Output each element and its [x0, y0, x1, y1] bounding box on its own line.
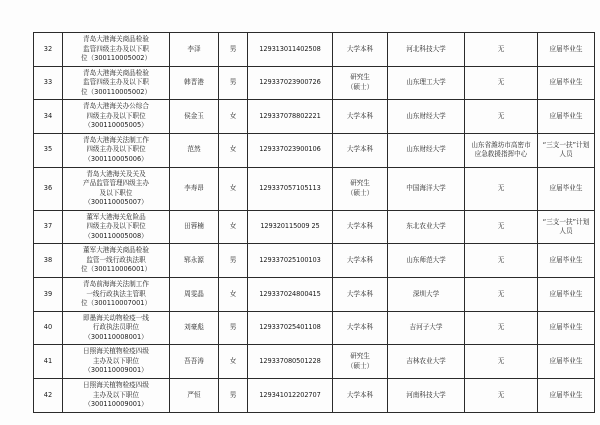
cell-work-unit: 无	[465, 33, 538, 67]
cell-education-line: 研究生	[350, 73, 370, 82]
cell-id-number: 129337024800415	[248, 278, 333, 312]
cell-person-type-line: “三支一扶”计划	[542, 217, 590, 226]
cell-serial-number: 37	[34, 210, 63, 244]
cell-applied-post-line: 四级主办及以下职位	[86, 222, 146, 231]
cell-work-unit-line: 应急救援指挥中心	[474, 150, 528, 159]
cell-school: 河北科技大学	[388, 33, 465, 67]
cell-education: 大学本科	[333, 378, 388, 412]
cell-person-type-line: “三支一扶”计划	[542, 140, 590, 149]
cell-work-unit: 无	[465, 345, 538, 379]
cell-applied-post-line: 产品监管管理四级主办	[83, 179, 149, 188]
cell-applied-post-line: 四级主办及以下职位	[86, 145, 146, 154]
cell-applied-post	[63, 100, 170, 134]
cell-applied-post-line: 青岛大港海关商品检验	[83, 68, 149, 77]
cell-applied-post-line: 日照海关植物检疫四级	[83, 347, 149, 356]
cell-work-unit	[465, 133, 538, 167]
cell-applied-post-line: （300110009001）	[84, 400, 148, 409]
cell-serial-number: 42	[34, 378, 63, 412]
table-row	[34, 100, 595, 134]
table-row	[34, 66, 595, 100]
cell-applied-post-line: 监管四级主办及以下职	[83, 44, 149, 53]
roster-table	[33, 32, 595, 413]
cell-applied-post-line: 青岛前海海关法制工作	[83, 280, 149, 289]
cell-gender: 男	[219, 33, 248, 67]
cell-work-unit: 无	[465, 278, 538, 312]
cell-serial-number: 41	[34, 345, 63, 379]
cell-gender: 女	[219, 100, 248, 134]
cell-person-type-line: 人员	[559, 150, 573, 159]
cell-applicant-name: 严恒	[170, 378, 219, 412]
cell-person-type: 应届毕业生	[538, 311, 595, 345]
cell-work-unit: 无	[465, 66, 538, 100]
cell-person-type: 应届毕业生	[538, 167, 595, 210]
cell-education	[333, 66, 388, 100]
cell-work-unit: 无	[465, 100, 538, 134]
cell-work-unit: 无	[465, 167, 538, 210]
cell-serial-number: 32	[34, 33, 63, 67]
cell-id-number: 129337025100103	[248, 244, 333, 278]
cell-work-unit: 无	[465, 210, 538, 244]
cell-serial-number: 33	[34, 66, 63, 100]
cell-serial-number: 36	[34, 167, 63, 210]
cell-gender: 女	[219, 133, 248, 167]
cell-person-type: 应届毕业生	[538, 244, 595, 278]
cell-work-unit: 无	[465, 311, 538, 345]
cell-applicant-name: 周雯晶	[170, 278, 219, 312]
cell-applied-post	[63, 345, 170, 379]
table-row	[34, 345, 595, 379]
cell-applicant-name: 李泽	[170, 33, 219, 67]
cell-id-number: 129337078802221	[248, 100, 333, 134]
cell-applied-post-line: 一线行政执法主管职	[86, 289, 146, 298]
cell-id-number: 129341012202707	[248, 378, 333, 412]
cell-applicant-name: 范然	[170, 133, 219, 167]
cell-education: 大学本科	[333, 133, 388, 167]
cell-applied-post-line: 董军大港海关危险品	[86, 212, 146, 221]
cell-person-type: 应届毕业生	[538, 278, 595, 312]
cell-gender: 男	[219, 311, 248, 345]
table-row	[34, 133, 595, 167]
cell-applied-post	[63, 210, 170, 244]
roster-table-body	[34, 33, 595, 413]
cell-applied-post	[63, 378, 170, 412]
cell-applied-post-line: 青岛大港海关商品检验	[83, 35, 149, 43]
cell-education	[333, 167, 388, 210]
cell-serial-number: 38	[34, 244, 63, 278]
cell-school: 山东理工大学	[388, 66, 465, 100]
cell-education: 大学本科	[333, 100, 388, 134]
cell-id-number: 129337057105113	[248, 167, 333, 210]
cell-education: 大学本科	[333, 210, 388, 244]
cell-person-type: 应届毕业生	[538, 378, 595, 412]
cell-gender: 女	[219, 167, 248, 210]
cell-applicant-name: 吾吾涛	[170, 345, 219, 379]
cell-school: 山东师范大学	[388, 244, 465, 278]
cell-applied-post-line: 青岛大港海关及关及	[86, 169, 146, 178]
cell-applied-post-line: 行政执法员职位	[92, 323, 140, 332]
cell-education: 大学本科	[333, 244, 388, 278]
table-row	[34, 210, 595, 244]
cell-id-number: 129313011402508	[248, 33, 333, 67]
cell-school: 吉河子大学	[388, 311, 465, 345]
table-row	[34, 33, 595, 67]
cell-person-type: 应届毕业生	[538, 33, 595, 67]
cell-person-type: 应届毕业生	[538, 66, 595, 100]
cell-applied-post-line: 青岛大港海关办公综合	[83, 102, 149, 111]
cell-education: 大学本科	[333, 311, 388, 345]
cell-id-number: 129337023900106	[248, 133, 333, 167]
cell-gender: 女	[219, 278, 248, 312]
cell-school: 深圳大学	[388, 278, 465, 312]
cell-work-unit: 无	[465, 378, 538, 412]
cell-school: 山东财经大学	[388, 133, 465, 167]
cell-applied-post-line: 青岛大港海关法制工作	[83, 135, 149, 144]
cell-applied-post-line: 位（300110005002）	[80, 54, 152, 63]
cell-person-type: 应届毕业生	[538, 100, 595, 134]
cell-applied-post-line: 位（300110005002）	[80, 87, 152, 96]
cell-person-type	[538, 210, 595, 244]
cell-applied-post-line: 监管一线行政执法职	[86, 255, 146, 264]
cell-applicant-name: 韩晋港	[170, 66, 219, 100]
cell-applied-post-line: 主办及以下职位	[92, 390, 140, 399]
cell-serial-number: 40	[34, 311, 63, 345]
cell-id-number: 129337080501228	[248, 345, 333, 379]
cell-person-type-line: 人员	[559, 227, 573, 236]
table-row	[34, 278, 595, 312]
table-row	[34, 311, 595, 345]
cell-person-type: 应届毕业生	[538, 345, 595, 379]
cell-education-line: （硕士）	[346, 188, 374, 197]
cell-gender: 男	[219, 378, 248, 412]
cell-work-unit: 无	[465, 244, 538, 278]
cell-education-line: （硕士）	[346, 82, 374, 91]
cell-serial-number: 35	[34, 133, 63, 167]
cell-applicant-name: 侯金玉	[170, 100, 219, 134]
cell-applied-post-line: （300110005007）	[84, 198, 148, 207]
cell-applicant-name: 郓永源	[170, 244, 219, 278]
cell-applied-post-line: 主办及以下职位	[92, 356, 140, 365]
cell-applied-post-line: 日照海关植物检疫四级	[83, 380, 149, 389]
cell-applied-post-line: （300110005006）	[84, 155, 148, 164]
cell-gender: 女	[219, 210, 248, 244]
cell-applied-post-line: 四级主办及以下职位	[86, 111, 146, 120]
cell-education-line: 研究生	[350, 352, 370, 361]
cell-applied-post-line: （300110009001）	[84, 366, 148, 375]
cell-education	[333, 345, 388, 379]
cell-applicant-name: 田蓉楠	[170, 210, 219, 244]
cell-applied-post-line: 位（300110007001）	[80, 299, 152, 308]
cell-applied-post-line: 即墨海关动物检疫一线	[83, 313, 149, 322]
cell-applied-post	[63, 167, 170, 210]
cell-applied-post	[63, 278, 170, 312]
cell-id-number: 129337025401108	[248, 311, 333, 345]
cell-id-number: 129337023900726	[248, 66, 333, 100]
cell-gender: 男	[219, 244, 248, 278]
roster-table-container	[33, 32, 590, 413]
cell-applied-post	[63, 33, 170, 67]
cell-serial-number: 39	[34, 278, 63, 312]
cell-applied-post-line: （300110008001）	[84, 332, 148, 341]
cell-school: 东北农业大学	[388, 210, 465, 244]
cell-school: 吉林农业大学	[388, 345, 465, 379]
cell-gender: 女	[219, 345, 248, 379]
cell-applicant-name: 刘豪彪	[170, 311, 219, 345]
cell-applied-post	[63, 244, 170, 278]
cell-person-type	[538, 133, 595, 167]
cell-applied-post-line: （300110005005）	[84, 121, 148, 130]
cell-school: 山东财经大学	[388, 100, 465, 134]
table-row	[34, 378, 595, 412]
table-row	[34, 167, 595, 210]
cell-applicant-name: 李寿昂	[170, 167, 219, 210]
cell-applied-post	[63, 311, 170, 345]
cell-applied-post-line: 董军大港海关商品检验	[83, 246, 149, 255]
cell-education: 大学本科	[333, 33, 388, 67]
cell-education-line: 研究生	[350, 179, 370, 188]
cell-applied-post-line: （300110005008）	[84, 231, 148, 240]
cell-applied-post-line: 及以下职位	[99, 188, 133, 197]
cell-applied-post	[63, 133, 170, 167]
cell-school: 河南科技大学	[388, 378, 465, 412]
cell-school: 中国海洋大学	[388, 167, 465, 210]
cell-gender: 男	[219, 66, 248, 100]
cell-id-number: 129320115009 25	[248, 210, 333, 244]
cell-work-unit-line: 山东省潍坊市高密市	[471, 140, 531, 149]
cell-education: 大学本科	[333, 278, 388, 312]
cell-education-line: （硕士）	[346, 361, 374, 370]
table-row	[34, 244, 595, 278]
cell-serial-number: 34	[34, 100, 63, 134]
cell-applied-post-line: 位（300110006001）	[80, 265, 152, 274]
cell-applied-post	[63, 66, 170, 100]
cell-applied-post-line: 监管四级主办及以下职	[83, 78, 149, 87]
